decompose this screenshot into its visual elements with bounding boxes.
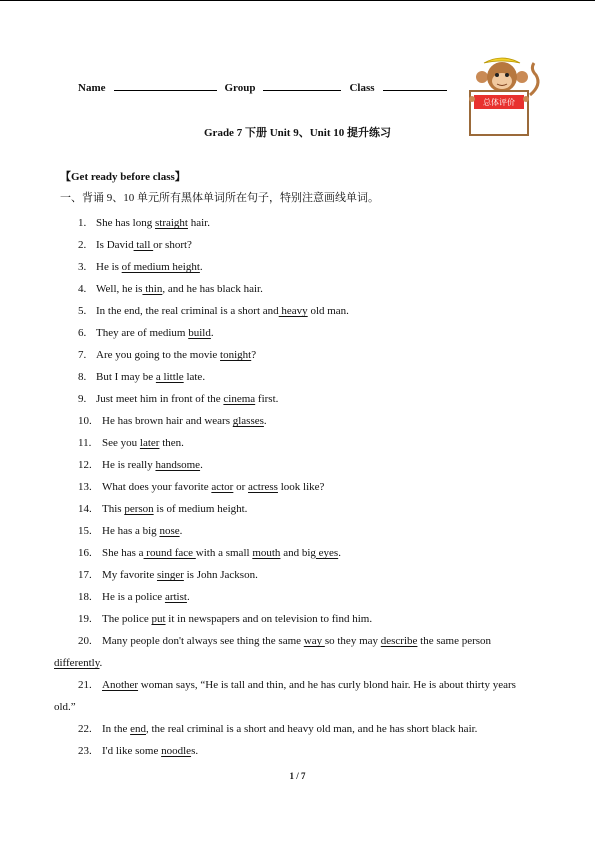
sentence-item <box>78 366 540 388</box>
underlined-word: eyes <box>315 547 339 559</box>
instruction-text: 一、背诵 9、10 单元所有黑体单词所在句子，特别注意画线单词。 <box>60 192 379 204</box>
sentence-text: ? <box>251 349 257 361</box>
item-number: 4. <box>78 283 87 295</box>
underlined-word: tonight <box>220 349 252 361</box>
sentence-item <box>78 322 540 344</box>
top-rule <box>0 0 595 1</box>
item-number: 21. <box>78 679 92 691</box>
sentence-text: . <box>200 459 203 471</box>
sentence-line <box>102 745 198 757</box>
sentence-line <box>96 283 263 295</box>
item-number: 8. <box>78 371 87 383</box>
sentence-item <box>78 212 540 234</box>
sentence-line <box>102 569 258 581</box>
sentence-text: or <box>233 481 249 493</box>
underlined-word: way <box>303 635 325 647</box>
sentence-line <box>102 525 182 537</box>
underlined-word: tall <box>133 239 154 251</box>
item-number: 17. <box>78 569 92 581</box>
sentence-line <box>54 652 540 674</box>
sentence-item <box>54 630 540 674</box>
sentence-item <box>78 410 540 432</box>
underlined-word: build <box>188 327 211 339</box>
badge-text: 总体评价 <box>483 98 515 107</box>
item-number: 3. <box>78 261 87 273</box>
sentence-item <box>78 520 540 542</box>
sentence-text: What does your favorite <box>102 481 212 493</box>
sentence-text: In the <box>102 723 131 735</box>
underlined-word: thin <box>142 283 163 295</box>
underlined-word: heavy <box>278 305 308 317</box>
sentence-item <box>78 344 540 366</box>
sentence-line <box>102 415 267 427</box>
sentence-line <box>96 349 256 361</box>
sentence-item <box>78 256 540 278</box>
sentence-text: , the real criminal is a short and heavy old man, and he has short black hair. <box>146 723 478 735</box>
sentence-item <box>78 278 540 300</box>
sentence-line <box>102 437 184 449</box>
sentence-text: Well, he is <box>96 283 143 295</box>
class-blank[interactable] <box>383 80 447 91</box>
item-number: 20. <box>78 635 92 647</box>
sentence-text: He is <box>96 261 122 273</box>
underlined-word: differently <box>54 657 100 669</box>
sentence-text: so they may <box>324 635 381 647</box>
underlined-word: of medium height <box>121 261 200 273</box>
class-label: Class <box>349 82 375 94</box>
sentence-item <box>78 234 540 256</box>
group-blank[interactable] <box>263 80 341 91</box>
underlined-word: round face <box>143 547 196 559</box>
sentence-text: woman says, “He is tall and thin, and he has curly blond hair. He is about thirty years <box>138 679 516 691</box>
item-number: 14. <box>78 503 92 515</box>
item-number: 12. <box>78 459 92 471</box>
underlined-word: actor <box>211 481 234 493</box>
sentence-item <box>78 740 540 762</box>
sentence-line <box>102 679 516 691</box>
sentence-item <box>78 718 540 740</box>
sentence-line <box>96 217 210 229</box>
underlined-word: a little <box>155 371 184 383</box>
sentence-text: first. <box>255 393 279 405</box>
underlined-word: singer <box>156 569 184 581</box>
underlined-word: mouth <box>252 547 281 559</box>
sentence-item <box>78 432 540 454</box>
sentence-line <box>96 239 192 251</box>
sentence-text: with a small <box>195 547 253 559</box>
sentence-line <box>96 327 214 339</box>
underlined-word: nose <box>159 525 180 537</box>
underlined-word: noodle <box>161 745 192 757</box>
section-heading: 【Get ready before class】 <box>60 171 186 183</box>
sentence-item <box>78 388 540 410</box>
sentence-line <box>96 393 278 405</box>
sentence-text: . <box>210 327 214 339</box>
sentence-line <box>102 613 372 625</box>
sentence-line <box>54 696 540 718</box>
underlined-word: describe <box>380 635 418 647</box>
item-number: 5. <box>78 305 87 317</box>
sentence-line <box>102 459 203 471</box>
sentence-line <box>102 591 190 603</box>
item-number: 2. <box>78 239 87 251</box>
item-number: 23. <box>78 745 92 757</box>
underlined-word: straight <box>154 217 188 229</box>
sentence-text: late. <box>183 371 206 383</box>
item-number: 1. <box>78 217 87 229</box>
sentence-text: , and he has black hair. <box>162 283 263 295</box>
sentence-text: She has a <box>102 547 144 559</box>
sentence-item <box>78 300 540 322</box>
sentence-text: it in newspapers and on television to find him. <box>165 613 373 625</box>
sentence-text: In the end, the real criminal is a short and <box>96 305 279 317</box>
sentence-line <box>102 503 247 515</box>
item-number: 13. <box>78 481 92 493</box>
sentence-text: old.” <box>54 701 76 713</box>
group-label: Group <box>224 82 256 94</box>
item-number: 7. <box>78 349 87 361</box>
sentence-item <box>78 586 540 608</box>
sentence-text: is John Jackson. <box>183 569 258 581</box>
student-info-header <box>78 80 455 94</box>
sentence-text: I'd like some <box>102 745 162 757</box>
sentence-item <box>78 498 540 520</box>
item-number: 18. <box>78 591 92 603</box>
sentence-text: the same person <box>417 635 492 647</box>
sentence-text: They are of medium <box>96 327 189 339</box>
sentence-item <box>78 564 540 586</box>
sentence-text: Just meet him in front of the <box>96 393 224 405</box>
underlined-word: later <box>139 437 160 449</box>
item-number: 9. <box>78 393 87 405</box>
sentence-text: and big <box>280 547 316 559</box>
item-number: 6. <box>78 327 87 339</box>
name-label: Name <box>78 82 106 94</box>
sentence-item <box>78 542 540 564</box>
sentence-text: See you <box>102 437 140 449</box>
sentence-text: then. <box>159 437 184 449</box>
underlined-word: handsome <box>155 459 201 471</box>
item-number: 15. <box>78 525 92 537</box>
underlined-word: person <box>124 503 154 515</box>
sentence-item <box>78 608 540 630</box>
sentence-line <box>96 305 349 317</box>
sentence-text: . <box>199 261 203 273</box>
sentence-line <box>102 481 324 493</box>
sentence-text: or short? <box>153 239 192 251</box>
worksheet-title: Grade 7 下册 Unit 9、Unit 10 提升练习 <box>204 127 391 139</box>
underlined-word: actress <box>248 481 278 493</box>
sentence-text: He is a police <box>102 591 165 603</box>
sentence-line <box>102 723 477 735</box>
sentence-text: is of medium height. <box>153 503 248 515</box>
sentence-item <box>78 476 540 498</box>
sentence-text: He has brown hair and wears <box>102 415 233 427</box>
item-number: 19. <box>78 613 92 625</box>
sentence-text: Is David <box>96 239 134 251</box>
sentence-text: . <box>99 657 103 669</box>
item-number: 22. <box>78 723 92 735</box>
sentence-item <box>78 454 540 476</box>
page-number: 1 / 7 <box>289 771 306 781</box>
sentence-item <box>54 674 540 718</box>
sentence-text: . <box>179 525 183 537</box>
underlined-word: cinema <box>223 393 256 405</box>
sentence-text: He has a big <box>102 525 160 537</box>
sentence-text: s. <box>191 745 199 757</box>
sentence-line <box>96 371 205 383</box>
underlined-word: Another <box>102 679 139 691</box>
item-number: 16. <box>78 547 92 559</box>
sentence-text: . <box>186 591 190 603</box>
item-number: 11. <box>78 437 92 449</box>
sentence-line <box>102 635 491 647</box>
sentence-line <box>102 547 341 559</box>
underlined-word: glasses <box>232 415 264 427</box>
sentence-text: old man. <box>307 305 349 317</box>
sentence-line <box>96 261 203 273</box>
sentence-text: Many people don't always see thing the same <box>102 635 304 647</box>
sentence-text: My favorite <box>102 569 157 581</box>
item-number: 10. <box>78 415 92 427</box>
sentence-text: . <box>263 415 267 427</box>
sentence-text: Are you going to the movie <box>96 349 221 361</box>
sentence-text: But I may be <box>96 371 156 383</box>
underlined-word: end <box>130 723 146 735</box>
sentence-text: look like? <box>277 481 325 493</box>
underlined-word: put <box>151 613 166 625</box>
name-blank[interactable] <box>114 80 217 91</box>
sentence-text: He is really <box>102 459 156 471</box>
sentence-text: . <box>338 547 341 559</box>
sentence-text: The police <box>102 613 152 625</box>
sentence-text: This <box>102 503 125 515</box>
underlined-word: artist <box>164 591 187 603</box>
sentence-text: She has long <box>96 217 155 229</box>
sentence-text: hair. <box>187 217 210 229</box>
